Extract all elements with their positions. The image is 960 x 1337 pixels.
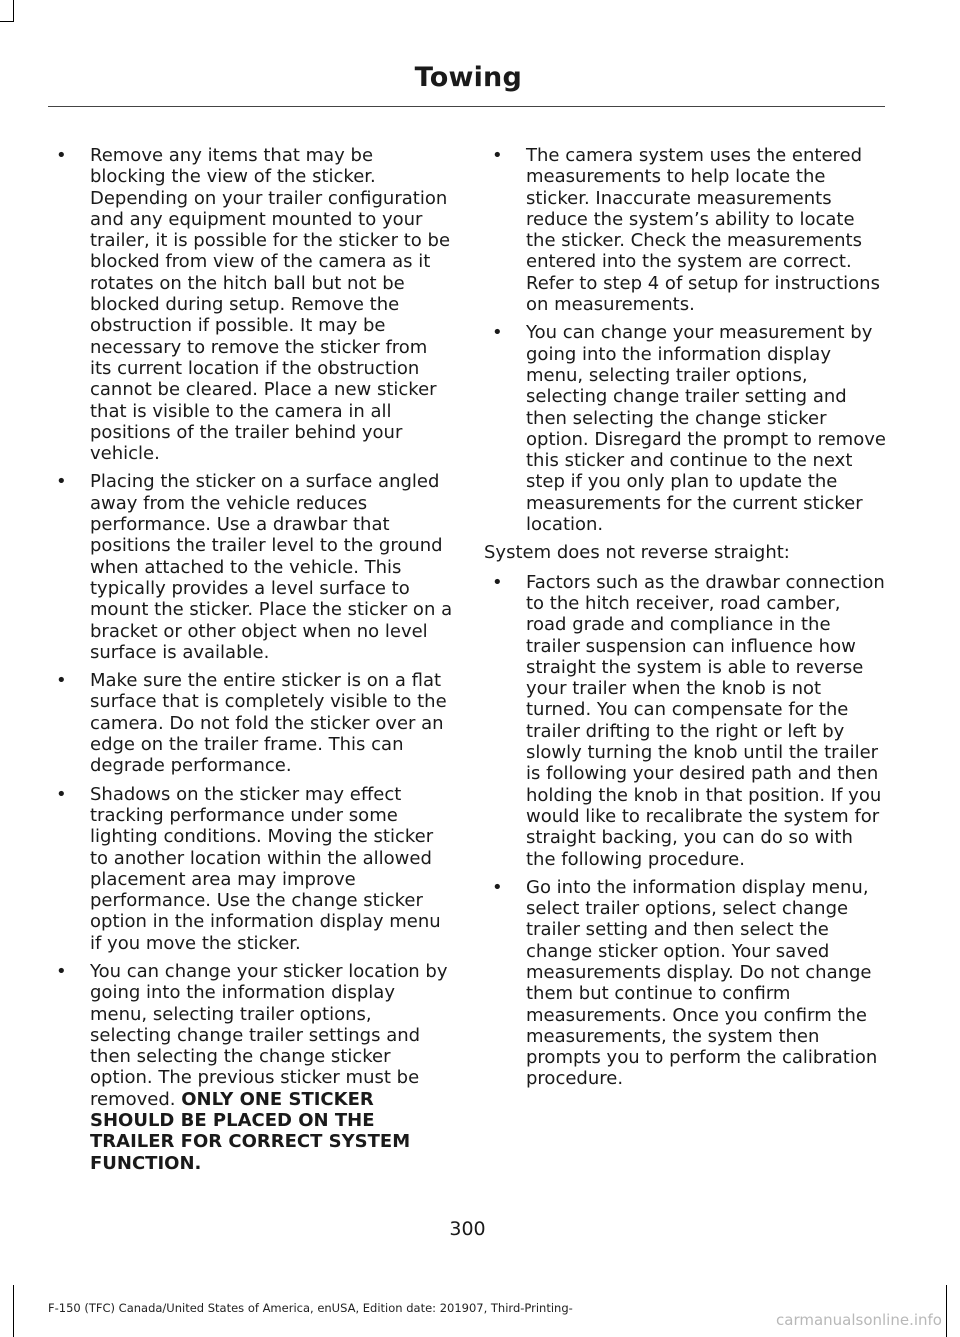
bullet-icon: • (492, 571, 503, 593)
bullet-list (48, 145, 453, 1174)
header-divider (48, 106, 885, 107)
crop-mark-bottom-left-v (13, 1285, 14, 1337)
list-item-text: You can change your sticker location by going into the information display menu, selecting trailer options, selecting change trailer settings and then selecting the change sticker option. The previous sticker must be removed. (90, 960, 448, 1110)
bullet-icon: • (56, 145, 67, 166)
left-column (48, 145, 453, 1181)
bullet-icon: • (492, 145, 503, 166)
list-item-text: Go into the information display menu, select trailer options, select change trailer setting and then select the change sticker option. Your saved measurements display. Do not change them but continue to confirm measurements. Once you confirm the measurements, the system then prompts you to perform the calibration procedure. (526, 876, 878, 1090)
bullet-icon: • (492, 876, 503, 898)
list-item-text: Placing the sticker on a surface angled away from the vehicle reduces performance. Use a drawbar that positions the trailer level to the ground when attached to the vehicle. This typically provides a level surface to mount the sticker. Place the sticker on a bracket or other object when no level surface is available. (90, 471, 453, 663)
footer-edition-info: F-150 (TFC) Canada/United States of America, enUSA, Edition date: 201907, Third-Printing- (48, 1301, 573, 1315)
list-item-text: Make sure the entire sticker is on a flat surface that is completely visible to the camera. Do not fold the sticker over an edge on the trailer frame. This can degrade performance. (90, 670, 447, 777)
bullet-icon: • (56, 783, 67, 805)
right-column (484, 145, 886, 1097)
crop-mark-top-left-h (0, 21, 14, 22)
list-item (48, 784, 453, 954)
bullet-list (484, 145, 886, 535)
list-item (48, 145, 453, 464)
section-subheading: System does not reverse straight: (484, 542, 790, 564)
crop-mark-top-left-v (13, 0, 14, 22)
crop-mark-bottom-right-v (946, 1285, 947, 1337)
list-item (48, 670, 453, 776)
list-item-text: You can change your measurement by going into the information display menu, selecting trailer options, selecting change trailer setting and then selecting the change sticker option. Disregard the prompt to remove this sticker and continue to the next step if you only plan to update the measurements for the current sticker location. (526, 322, 886, 536)
list-item (48, 471, 453, 663)
watermark: carmanualsonline.info (776, 1311, 942, 1329)
list-item-text: Factors such as the drawbar connection to the hitch receiver, road camber, road grade and compliance in the trailer suspension can influence how straight the system is able to reverse your trailer when the knob is not turned. You can compensate for the trailer drifting to the right or left by slowly turning the knob until the trailer is following your desired path and then holding the knob in that position. If you would like to recalibrate the system for straight backing, you can do so with the following procedure. (526, 571, 885, 870)
list-item (484, 572, 886, 870)
bullet-icon: • (56, 960, 67, 982)
page-title: Towing (414, 62, 522, 93)
list-item (484, 877, 886, 1090)
bullet-list (484, 572, 886, 1090)
bullet-icon: • (56, 471, 67, 493)
bullet-icon: • (492, 322, 503, 344)
list-item-text: Remove any items that may be blocking the view of the sticker. Depending on your trailer configuration and any equipment mounted to your trailer, it is possible for the sticker to be blocked from view of the camera as it rotates on the hitch ball but not be blocked during setup. Remove the obstruction if possible. It may be necessary to remove the sticker from its current location if the obstruction cannot be cleared. Place a new sticker that is visible to the camera in all positions of the trailer behind your vehicle. (90, 145, 451, 465)
list-item (484, 322, 886, 535)
list-item (48, 961, 453, 1174)
warning-emphasis: ONLY ONE STICKER SHOULD BE PLACED ON THE TRAILER FOR CORRECT SYSTEM FUNCTION. (90, 1088, 411, 1174)
list-item (484, 145, 886, 315)
list-item-text: Shadows on the sticker may effect tracking performance under some lighting conditions. Moving the sticker to another location within the allowed placement area may improve performance. Use the change sticker option in the information display menu if you move the sticker. (90, 783, 441, 954)
list-item-text: The camera system uses the entered measurements to help locate the sticker. Inaccurate measurements reduce the system’s ability to locate the sticker. Check the measurements entered into the system are correct. Refer to step 4 of setup for instructions on measurements. (526, 145, 880, 316)
page-number: 300 (449, 1218, 486, 1240)
bullet-icon: • (56, 670, 67, 692)
